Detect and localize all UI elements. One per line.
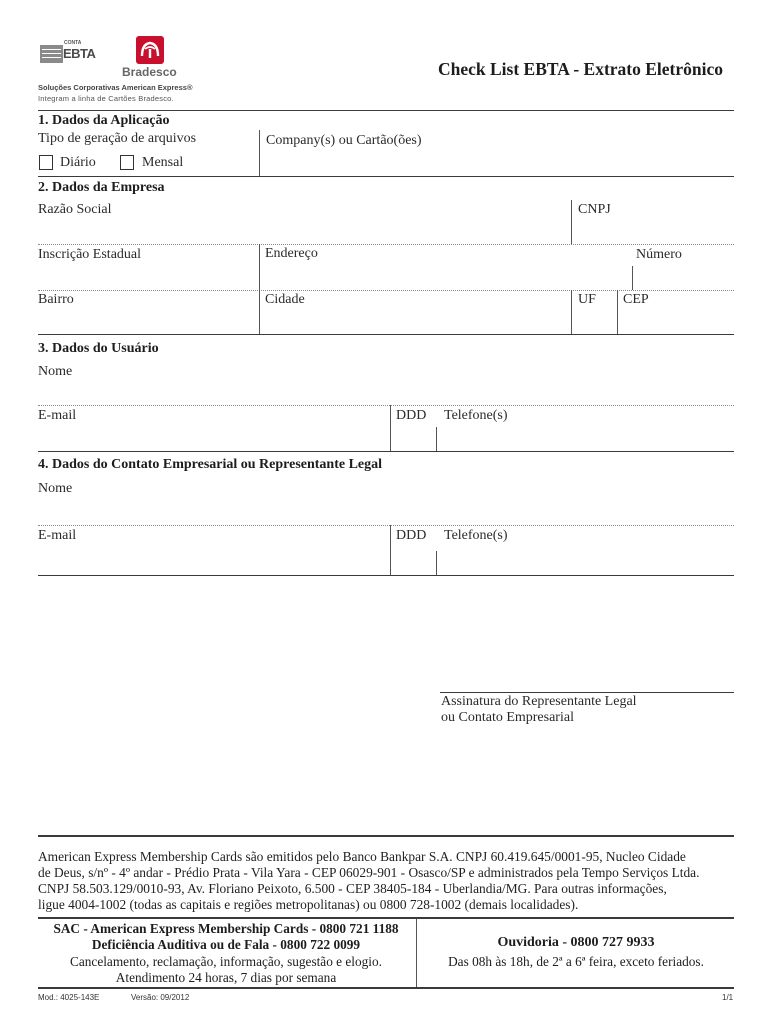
- section3-title: 3. Dados do Usuário: [38, 341, 159, 356]
- footer-disclaimer-line2: de Deus, s/nº - 4º andar - Prédio Prata - Vila Yara - CEP 06029-901 - Osasco/SP e administrados pela Tempo Serviços Ltda.: [38, 865, 700, 880]
- bradesco-logo-text: Bradesco: [122, 65, 177, 79]
- divider: [436, 551, 437, 575]
- page-number: 1/1: [722, 993, 734, 1002]
- uf-label: UF: [578, 292, 596, 307]
- tipo-geracao-label: Tipo de geração de arquivos: [38, 131, 197, 146]
- logo-subtitle: Soluções Corporativas American Express®: [38, 83, 193, 92]
- section2-top-rule: [38, 176, 734, 177]
- numero-label: Número: [636, 247, 682, 262]
- cep-label: CEP: [623, 292, 649, 307]
- contato-ddd-label: DDD: [396, 528, 427, 543]
- divider: [259, 244, 260, 290]
- contato-telefone-label: Telefone(s): [444, 528, 508, 543]
- endereco-label: Endereço: [265, 246, 318, 261]
- ebta-logo-text: EBTA: [63, 46, 96, 61]
- row-rule: [38, 525, 734, 526]
- contato-email-label: E-mail: [38, 528, 77, 543]
- usuario-email-label: E-mail: [38, 408, 77, 423]
- row-rule: [38, 405, 734, 406]
- section1-top-rule: [38, 110, 734, 111]
- footer-mid-rule: [38, 917, 734, 919]
- diario-checkbox[interactable]: [39, 155, 53, 170]
- section3-top-rule: [38, 334, 734, 335]
- divider: [436, 427, 437, 451]
- contato-nome-label: Nome: [38, 481, 73, 496]
- mensal-checkbox[interactable]: [120, 155, 134, 170]
- usuario-telefone-label: Telefone(s): [444, 408, 508, 423]
- signature-caption-line1: Assinatura do Representante Legal: [441, 694, 637, 709]
- sac-deficiencia: Deficiência Auditiva ou de Fala - 0800 722 0099: [91, 937, 361, 952]
- american-express-logo: [40, 45, 63, 63]
- ouvidoria-title: Ouvidoria - 0800 727 9933: [497, 935, 655, 950]
- ouvidoria-horario: Das 08h às 18h, de 2ª a 6ª feira, exceto feriados.: [448, 954, 704, 969]
- footer-disclaimer-line3: CNPJ 58.503.129/0010-93, Av. Floriano Peixoto, 6.500 - CEP 38405-184 - Uberlandia/MG. Para outras informações,: [38, 881, 667, 896]
- section4-title: 4. Dados do Contato Empresarial ou Representante Legal: [38, 457, 383, 472]
- section2-title: 2. Dados da Empresa: [38, 180, 165, 195]
- divider: [632, 266, 633, 290]
- signature-caption-line2: ou Contato Empresarial: [441, 710, 574, 725]
- mensal-label: Mensal: [142, 155, 184, 170]
- section4-top-rule: [38, 451, 734, 452]
- razao-social-label: Razão Social: [38, 202, 112, 217]
- signature-line[interactable]: [440, 692, 734, 693]
- diario-label: Diário: [60, 155, 96, 170]
- row-rule: [38, 244, 734, 245]
- cidade-label: Cidade: [265, 292, 305, 307]
- page-title: Check List EBTA - Extrato Eletrônico: [438, 59, 724, 79]
- footer-top-rule: [38, 835, 734, 837]
- form-version: Versão: 09/2012: [131, 993, 190, 1002]
- footer-divider: [416, 919, 417, 987]
- section1-title: 1. Dados da Aplicação: [38, 113, 170, 128]
- logo-conta-text: CONTA: [64, 40, 82, 46]
- form-model-number: Mod.: 4025-143E: [38, 993, 100, 1002]
- divider: [390, 525, 391, 575]
- divider: [390, 405, 391, 451]
- divider: [259, 130, 260, 176]
- usuario-ddd-label: DDD: [396, 408, 427, 423]
- bradesco-logo-icon: [136, 36, 164, 64]
- sac-motivos: Cancelamento, reclamação, informação, sugestão e elogio.: [70, 954, 382, 969]
- footer-bottom-rule: [38, 987, 734, 989]
- bairro-label: Bairro: [38, 292, 74, 307]
- divider: [571, 200, 572, 244]
- footer-disclaimer-line4: ligue 4004-1002 (todas as capitais e regiões metropolitanas) ou 0800 728-1002 (demais localidades).: [38, 897, 579, 912]
- divider: [571, 290, 572, 334]
- company-field-label: Company(s) ou Cartão(ões): [266, 133, 422, 148]
- inscricao-estadual-label: Inscrição Estadual: [38, 247, 142, 262]
- footer-disclaimer-line1: American Express Membership Cards são emitidos pelo Banco Bankpar S.A. CNPJ 60.419.645/0001-95, Nucleo Cidade: [38, 849, 686, 864]
- logo-tagline: Integram a linha de Cartões Bradesco.: [38, 94, 174, 103]
- divider: [617, 290, 618, 334]
- sac-atendimento: Atendimento 24 horas, 7 dias por semana: [115, 970, 337, 985]
- usuario-nome-label: Nome: [38, 364, 73, 379]
- row-rule: [38, 290, 734, 291]
- cnpj-label: CNPJ: [578, 202, 611, 217]
- divider: [259, 290, 260, 334]
- sac-title: SAC - American Express Membership Cards - 0800 721 1188: [53, 921, 399, 936]
- section4-bottom-rule: [38, 575, 734, 576]
